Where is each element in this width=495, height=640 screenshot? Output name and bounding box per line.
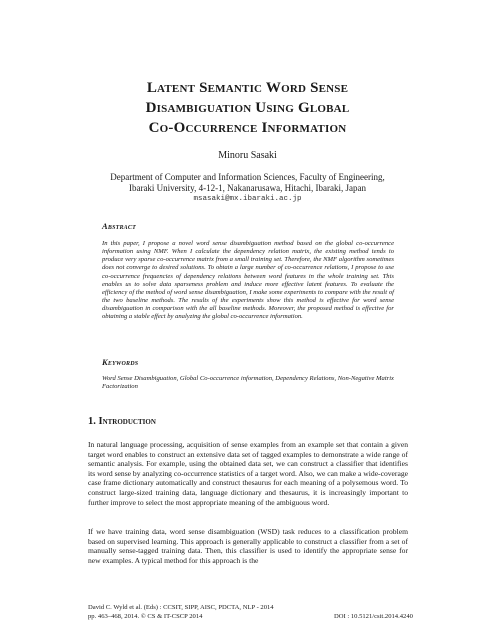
intro-paragraph-2: If we have training data, word sense disambiguation (WSD) task reduces to a classification problem based on supervised learning. This approach is generally applicable to construct a classifier from a set of manually sense-tagged training data. Then, this classifier is used to identify the appropriate sense for new examples. A typical method for this approach is the — [88, 527, 408, 565]
author-affiliation — [60, 172, 435, 194]
title-line-1: Latent Semantic Word Sense — [146, 80, 349, 96]
footer-doi: DOI : 10.5121/csit.2014.4240 — [334, 613, 413, 620]
abstract-text: In this paper, I propose a novel word sense disambiguation method based on the global co-occurrence information using NMF. When I calculate the dependency relation matrix, the existing method tends to produce very sparse co-occurrence matrix from a small training set. Therefore, the NMF algorithm sometimes does not converge to desired solutions. To obtain a large number of co-occurrence relations, I propose to use co-occurrence frequencies of dependency relations between word features in the whole training set. This enables us to solve data sparseness problem and induce more effective latent features. To evaluate the efficiency of the method of word sense disambiguation, I make some experiments to compare with the result of the two baseline methods. The results of the experiments show this method is effective for word sense disambiguation in comparison with the all baseline methods. Moreover, the proposed method is effective for obtaining a stable effect by analyzing the global co-occurrence information. — [102, 240, 394, 321]
title-line-3: Co-Occurrence Information — [148, 120, 347, 136]
abstract-heading: Abstract — [102, 221, 136, 231]
affiliation-line-1: Department of Computer and Information Sciences, Faculty of Engineering, — [110, 172, 385, 182]
affiliation-line-2: Ibaraki University, 4-12-1, Nakanarusawa, Hitachi, Ibaraki, Japan — [128, 183, 367, 193]
intro-paragraph-1: In natural language processing, acquisition of sense examples from an example set that contain a given target word enables to construct an extensive data set of tagged examples to demonstrate a wide range of semantic analysis. For example, using the obtained data set, we can construct a classifier that identifies its word sense by analyzing co-occurrence statistics of a target word. Also, we can make a wide-coverage case frame dictionary automatically and construct thesaurus for each meaning of a polysemous word. To construct large-sized training data, language dictionary and thesaurus, it is increasingly important to further improve to select the most appropriate meaning of the ambiguous word. — [88, 440, 408, 507]
keywords-heading: Keywords — [102, 357, 139, 367]
author-email: msasaki@mx.ibaraki.ac.jp — [193, 195, 302, 203]
footer-citation — [88, 603, 274, 621]
paper-title — [40, 78, 455, 138]
section-heading-introduction: 1. Introduction — [88, 416, 156, 427]
footer-line-2: pp. 463–468, 2014. © CS & IT-CSCP 2014 — [88, 613, 203, 620]
title-line-2: Disambiguation Using Global — [145, 100, 350, 116]
author-name: Minoru Sasaki — [218, 150, 277, 161]
footer-line-1: David C. Wyld et al. (Eds) : CCSIT, SIPP, AISC, PDCTA, NLP - 2014 — [88, 604, 274, 611]
keywords-text: Word Sense Disambiguation, Global Co-occurrence information, Dependency Relations, Non-Negative Matrix Factorization — [102, 375, 394, 391]
